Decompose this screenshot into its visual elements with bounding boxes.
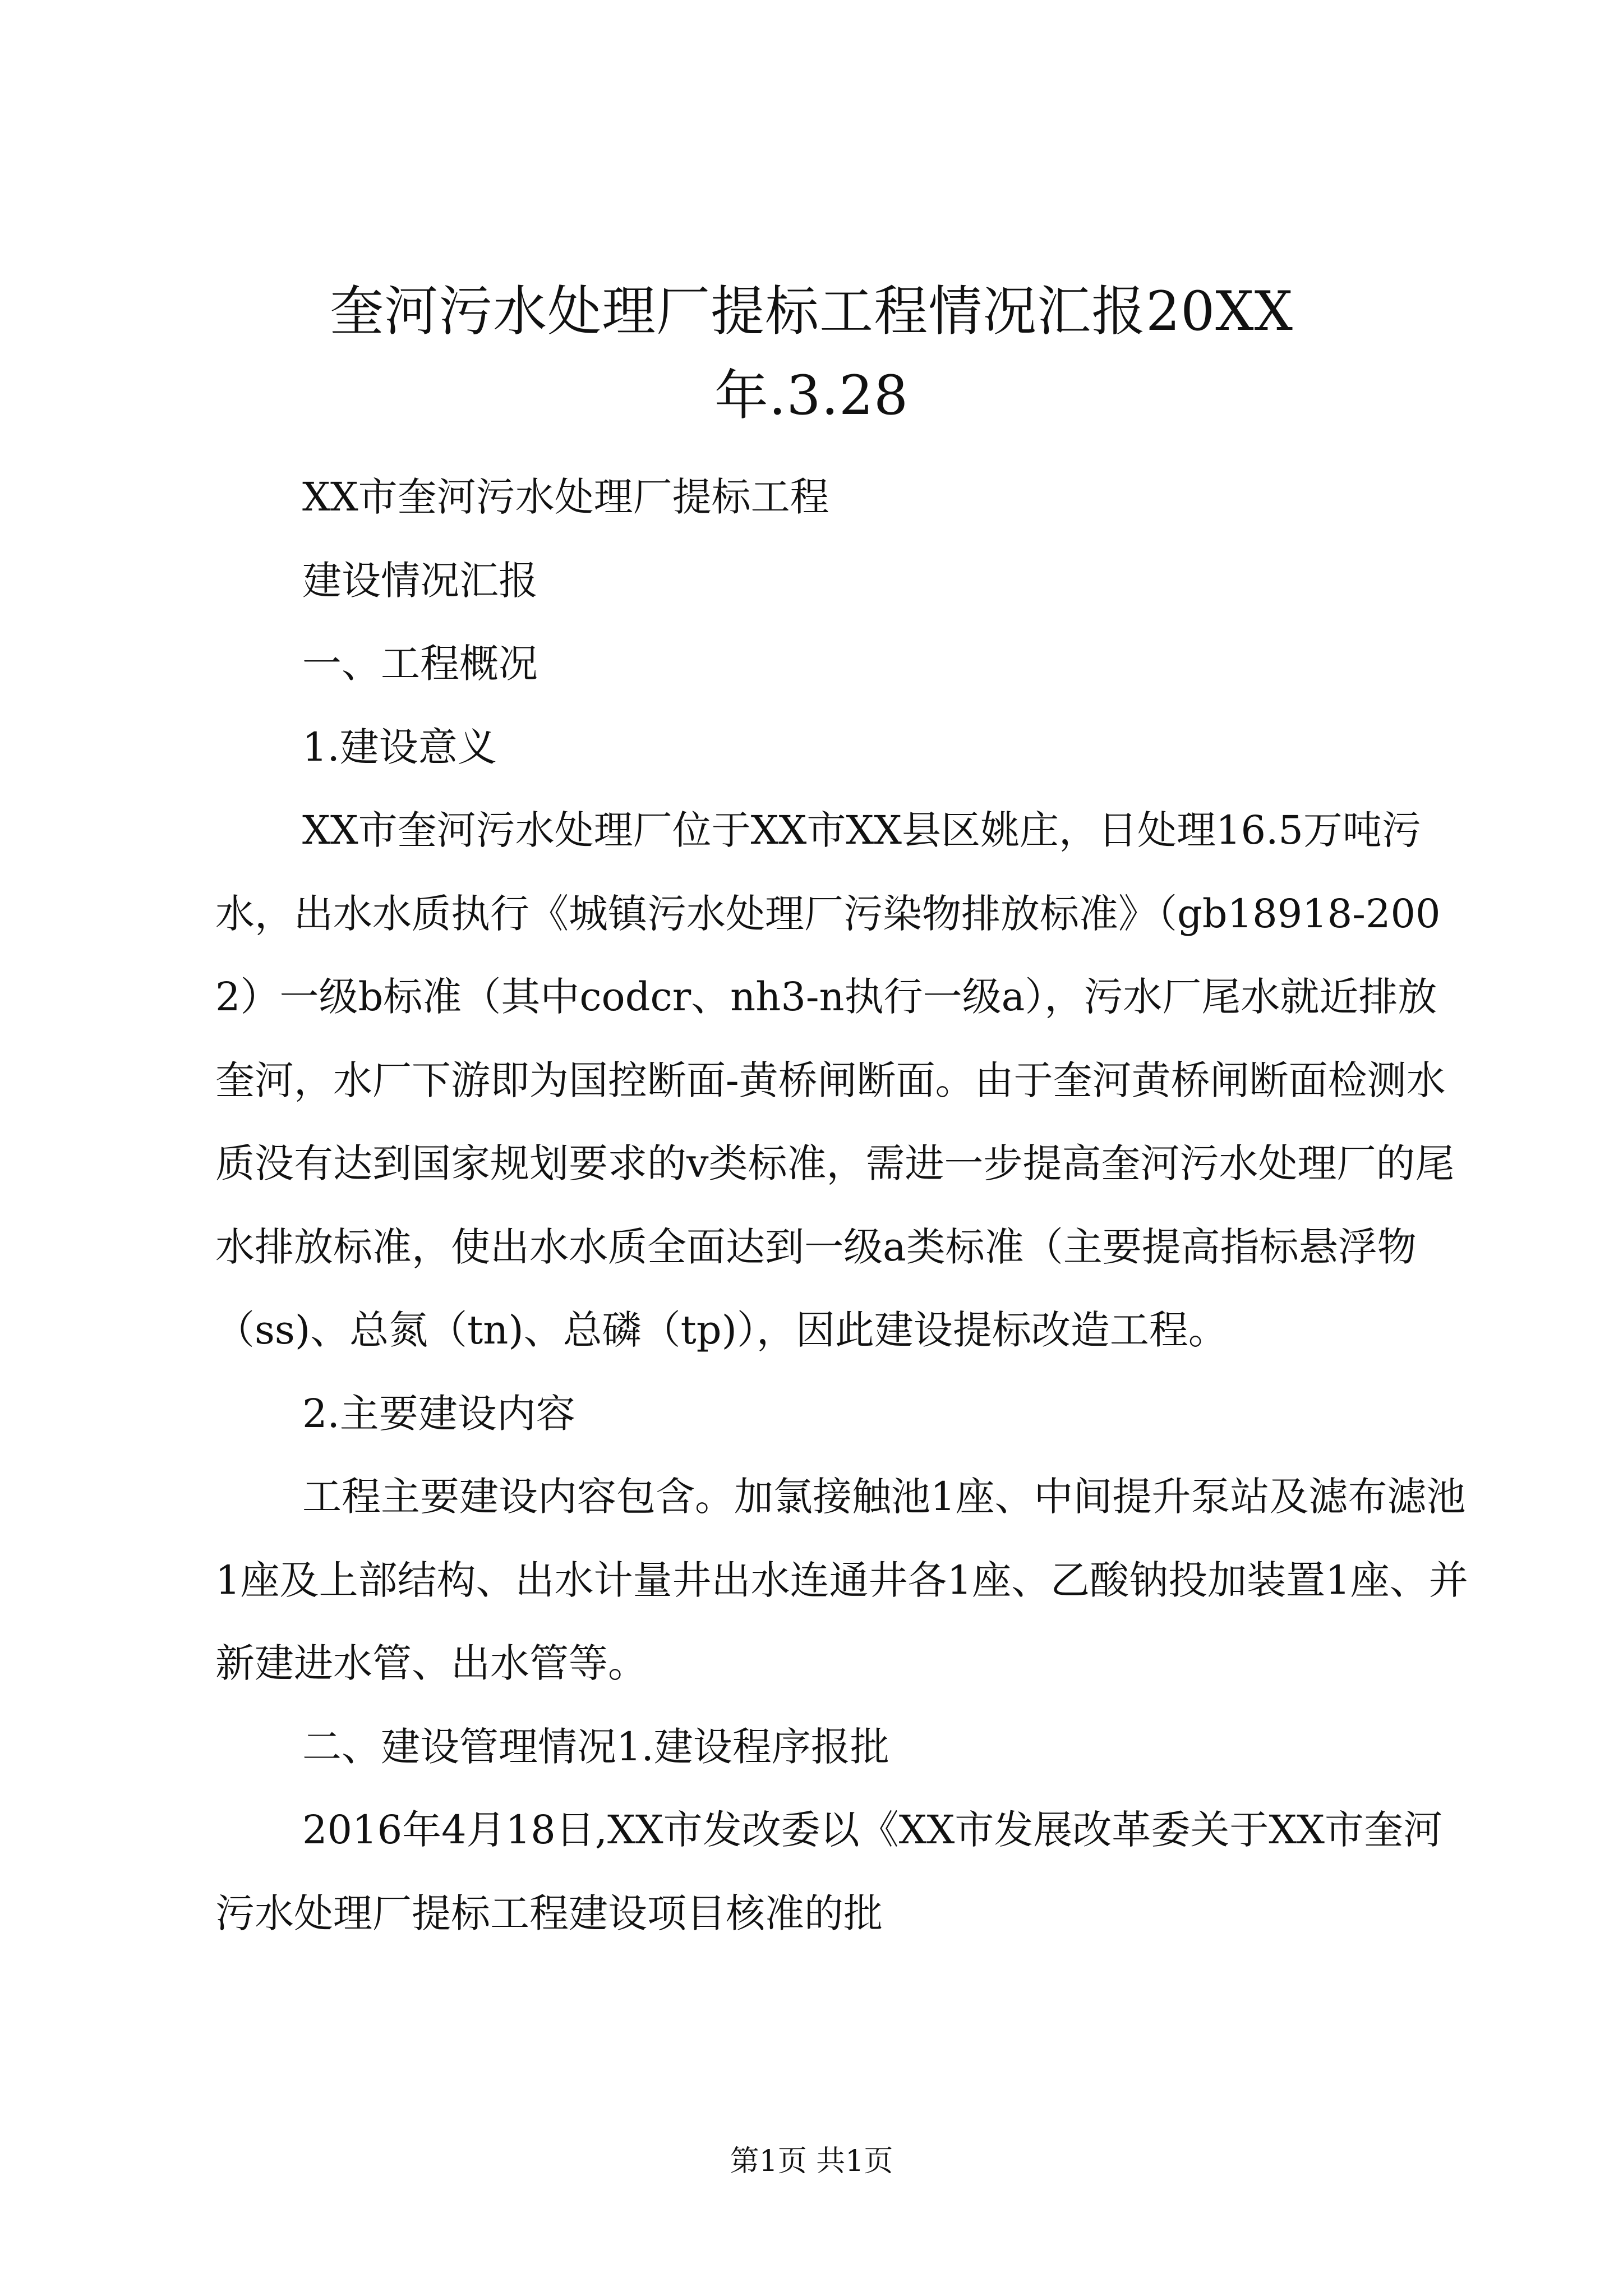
paragraph-approval: 2016年4月18日,XX市发改委以《XX市发展改革委关于XX市奎河污水处理厂提标工程建设项目核准的批 [215, 1807, 1443, 1936]
title-line-2: 年.3.28 [714, 364, 909, 427]
section-heading-management: 二、建设管理情况1.建设程序报批 [302, 1723, 889, 1770]
paragraph-content: 工程主要建设内容包含。加氯接触池1座、中间提升泵站及滤布滤池1座及上部结构、出水计量井出水连通井各1座、乙酸钠投加装置1座、并新建进水管、出水管等。 [215, 1474, 1468, 1686]
subsection-heading-significance: 1.建设意义 [302, 724, 497, 770]
section-heading-overview: 一、工程概况 [302, 641, 538, 687]
document-body [215, 455, 1472, 1955]
paragraph-subtitle-1: XX市奎河污水处理厂提标工程 [302, 474, 829, 520]
title-line-1: 奎河污水处理厂提标工程情况汇报20XX [330, 280, 1293, 343]
subsection-heading-content: 2.主要建设内容 [302, 1390, 575, 1437]
document-title [213, 269, 1410, 438]
paragraph-significance: XX市奎河污水处理厂位于XX市XX县区姚庄，日处理16.5万吨污水，出水水质执行《城镇污水处理厂污染物排放标准》（gb18918-2002）一级b标准（其中codcr、nh3-n执行一级a），污水厂尾水就近排放奎河，水厂下游即为国控断面-黄桥闸断面。由于奎河黄桥闸断面检测水质没有达到国家规划要求的v类标准，需进一步提高奎河污水处理厂的尾水排放标准，使出水水质全面达到一级a类标准（主要提高指标悬浮物（ss)、总氮（tn)、总磷（tp)），因此建设提标改造工程。 [215, 807, 1455, 1353]
page-footer: 第1页 共1页 [730, 2145, 893, 2178]
paragraph-subtitle-2: 建设情况汇报 [302, 557, 538, 604]
